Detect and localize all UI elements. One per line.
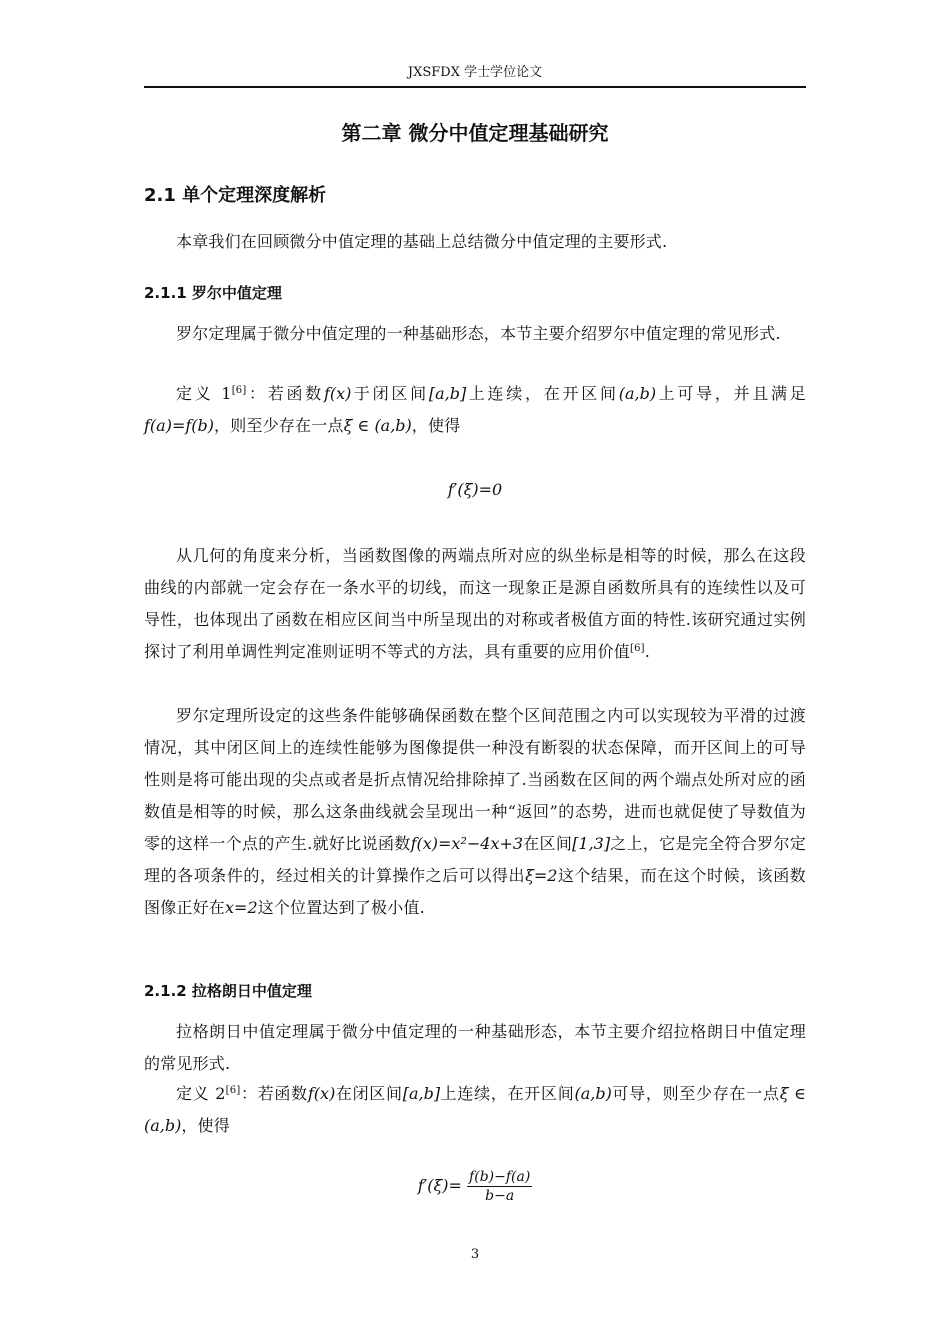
math-closed-interval: [a,b] — [402, 1084, 441, 1103]
paragraph-text: 这个结果，而在这个时候，该函数图像正好在 — [144, 866, 806, 917]
math-closed-interval: [a,b] — [428, 384, 467, 403]
rolle-equation: f′(ξ)=0 — [447, 480, 503, 499]
def-text: 上可导，并且满足 — [656, 384, 806, 403]
definition-label: 定义 2 — [176, 1084, 226, 1103]
header-rule — [144, 86, 806, 88]
def-text: ，则至少存在一点 — [214, 416, 344, 435]
fraction-numerator: f(b)−f(a) — [469, 1169, 531, 1185]
rolle-definition — [144, 378, 806, 442]
math-xi-in: ξ ∈ (a,b) — [144, 1084, 806, 1135]
paragraph-text: . — [644, 642, 651, 661]
rolle-conditions-paragraph — [144, 700, 806, 924]
section-heading-2-1-2: 2.1.2 拉格朗日中值定理 — [144, 982, 312, 1000]
math-xi-in: ξ ∈ (a,b) — [343, 416, 412, 435]
chapter-title: 第二章 微分中值定理基础研究 — [341, 121, 609, 145]
math-open-interval: (a,b) — [618, 384, 657, 403]
paragraph-text: 之上，它是完全符合罗尔定理的各项条件的，经过相关的计算操作之后可以得出 — [144, 834, 806, 885]
fraction-denominator: b−a — [485, 1188, 515, 1204]
paragraph-text: 这个位置达到了极小值. — [257, 898, 425, 917]
def-text: ，使得 — [181, 1116, 230, 1135]
definition-label: 定义 1 — [176, 384, 232, 403]
page-number: 3 — [470, 1247, 480, 1262]
rolle-geometry-paragraph — [144, 540, 806, 668]
math-open-interval: (a,b) — [574, 1084, 612, 1103]
section-heading-2-1: 2.1 单个定理深度解析 — [144, 185, 327, 206]
def-text: 上连续，在开区间 — [440, 1084, 575, 1103]
rolle-intro-paragraph: 罗尔定理属于微分中值定理的一种基础形态，本节主要介绍罗尔中值定理的常见形式. — [176, 324, 781, 343]
def-text: 在闭区间 — [335, 1084, 403, 1103]
math-example-function: f(x)=x²−4x+3 — [410, 834, 524, 853]
section-heading-2-1-1: 2.1.1 罗尔中值定理 — [144, 284, 282, 302]
math-x-value: x=2 — [225, 898, 258, 917]
math-fx: f(x) — [323, 384, 352, 403]
lagrange-definition — [144, 1078, 806, 1142]
def-text: ：若函数 — [246, 384, 324, 403]
def-text: 上连续，在开区间 — [466, 384, 619, 403]
math-fx: f(x) — [307, 1084, 336, 1103]
def-text: 于闭区间 — [351, 384, 429, 403]
section-intro: 本章我们在回顾微分中值定理的基础上总结微分中值定理的主要形式. — [176, 232, 668, 251]
running-header: JXSFDX 学士学位论文 — [407, 65, 543, 80]
citation: [6] — [225, 1085, 241, 1096]
paragraph-text: 从几何的角度来分析，当函数图像的两端点所对应的纵坐标是相等的时候，那么在这段曲线的内部就一定会存在一条水平的切线，而这一现象正是源自函数所具有的连续性以及可导性，也体现出了函数在相应区间当中所呈现出的对称或者极值方面的特性.该研究通过实例探讨了利用单调性判定准则证明不等式的方法，具有重要的应用价值 — [144, 546, 806, 661]
def-text: ，使得 — [411, 416, 461, 435]
lagrange-intro-paragraph: 拉格朗日中值定理属于微分中值定理的一种基础形态，本节主要介绍拉格朗日中值定理的常见形式. — [144, 1022, 806, 1073]
math-example-interval: [1,3] — [572, 834, 611, 853]
citation: [6] — [231, 385, 247, 396]
paragraph-text: 在区间 — [523, 834, 573, 853]
math-xi-value: ξ=2 — [525, 866, 558, 885]
def-text: 可导，则至少存在一点 — [611, 1084, 780, 1103]
equation-lhs: f′(ξ)= — [417, 1176, 462, 1195]
math-condition: f(a)=f(b) — [144, 416, 214, 435]
lagrange-equation — [144, 1168, 806, 1205]
citation: [6] — [630, 643, 645, 654]
paragraph-text: 罗尔定理所设定的这些条件能够确保函数在整个区间范围之内可以实现较为平滑的过渡情况，其中闭区间上的连续性能够为图像提供一种没有断裂的状态保障，而开区间上的可导性则是将可能出现的尖点或者是折点情况给排除掉了.当函数在区间的两个端点处所对应的函数值是相等的时候，那么这条曲线就会呈现出一种“返回”的态势，进而也就促使了导数值为零的这样一个点的产生.就好比说函数 — [144, 706, 806, 853]
equation-fraction — [467, 1168, 532, 1205]
def-text: ：若函数 — [240, 1084, 308, 1103]
